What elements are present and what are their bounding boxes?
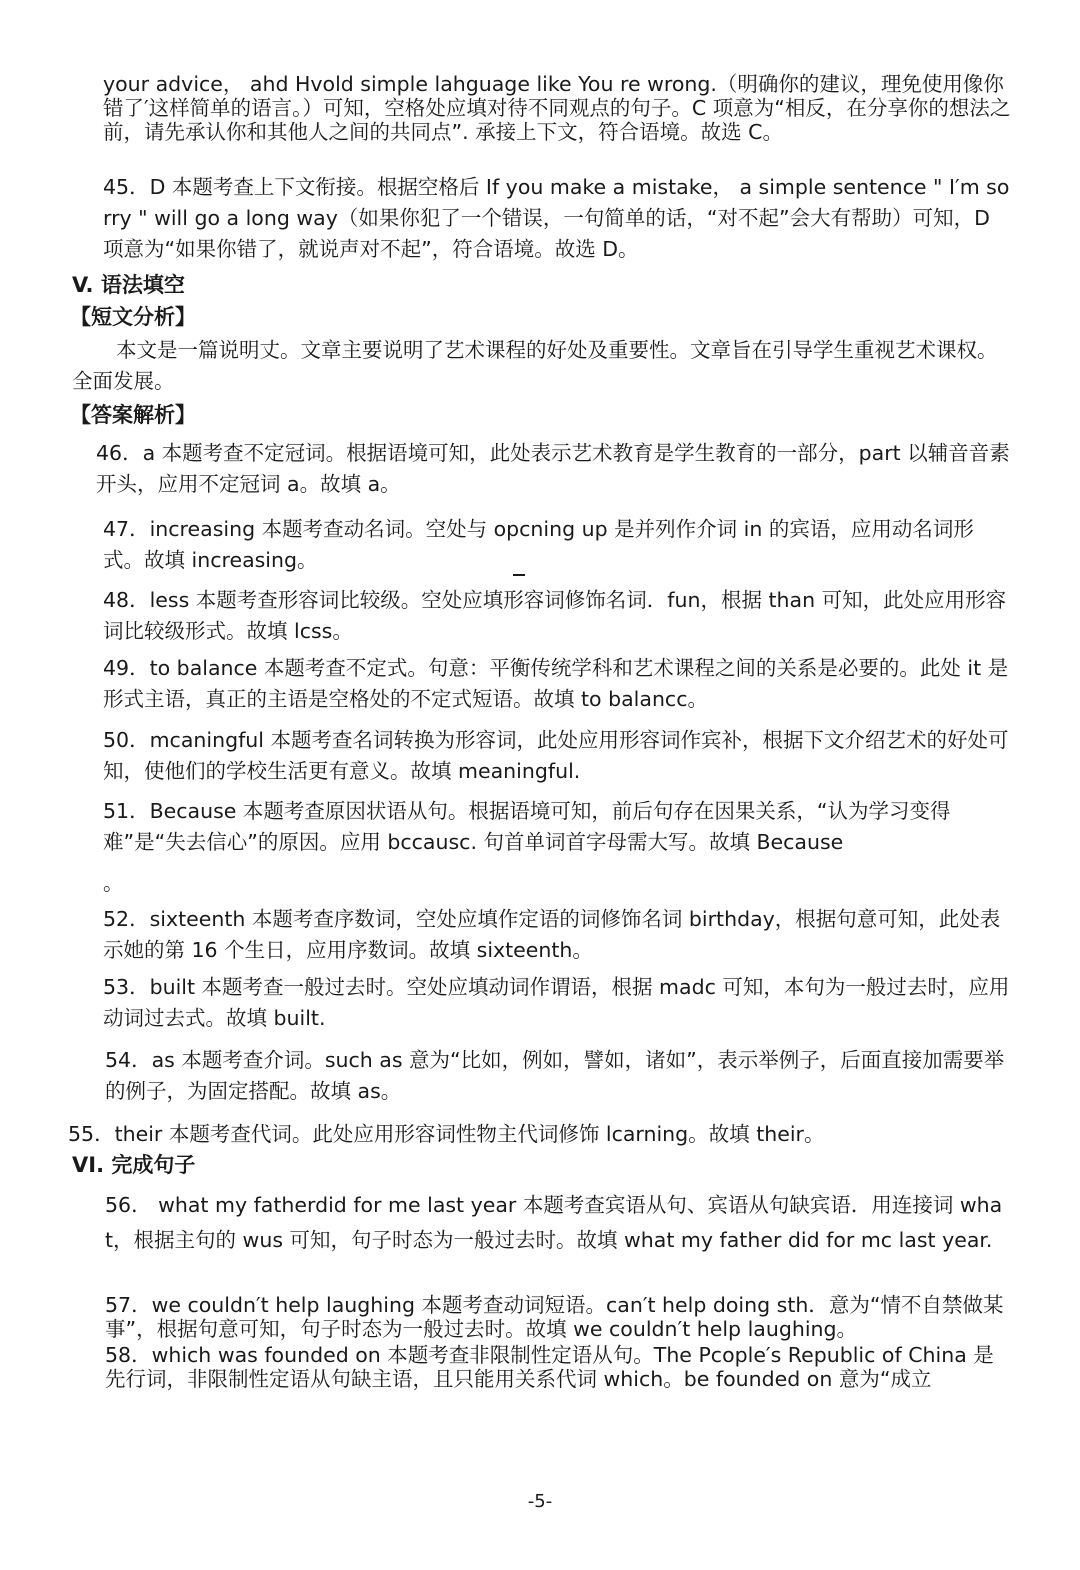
paragraph-45: 45．D 本题考查上下文衔接。根据空格后 If you make a mistake， a simple sentence " I′m sorry " will go a long way（如果你犯了一个错误，一句简单的话，“对不起”会大有帮助）可知，D 项意为“如果你错了，就说声对不起”，符合语境。故选 D。 [103, 175, 1010, 261]
answer-58: 58．which was founded on 本题考查非限制性定语从句。The Pcople′s Republic of China 是先行词，非限制性定语从句缺主语，且只能用关系代词 which。be founded on 意为“成立 [105, 1343, 994, 1391]
section-vi-heading: VI. 完成句子 [72, 1153, 196, 1177]
answer-50: 50．mcaningful 本题考查名词转换为形容词，此处应用形容词作宾补，根据下文介绍艺术的好处可知，使他们的学校生活更有意义。故填 meaningful. [103, 728, 1009, 783]
stray-underscore-mark [513, 574, 525, 576]
short-analysis-heading: 【短文分析】 [70, 305, 196, 329]
answer-54: 54．as 本题考查介词。such as 意为“比如，例如，譬如，诸如”，表示举例子，后面直接加需要举的例子，为固定搭配。故填 as。 [105, 1048, 1005, 1103]
answer-52: 52．sixteenth 本题考查序数词，空处应填作定语的词修饰名词 birthday，根据句意可知，此处表示她的第 16 个生日，应用序数词。故填 sixteenth。 [103, 907, 1001, 962]
paragraph-44-continuation: your advice， ahd Hvold simple lahguage like You re wrong.（明确你的建议，理免使用像你错了′这样简单的语言。）可知，空格处应填对待不同观点的句子。C 项意为“相反，在分享你的想法之前，请先承认你和其他人之间的共同点”. 承接上下文，符合语境。故选 C。 [103, 72, 1011, 144]
answer-51-trailing-period: 。 [103, 871, 124, 895]
answer-56: 56． what my fatherdid for me last year 本题考查宾语从句、宾语从句缺宾语．用连接词 what，根据主句的 wus 可知，句子时态为一般过去时。故填 what my father did for mc last year. [105, 1193, 1003, 1252]
section-v-heading: V. 语法填空 [72, 273, 185, 297]
answer-53: 53．built 本题考查一般过去时。空处应填动词作谓语，根据 madc 可知，本句为一般过去时，应用动词过去式。故填 built. [103, 975, 1010, 1030]
answer-49: 49．to balance 本题考查不定式。句意：平衡传统学科和艺术课程之间的关系是必要的。此处 it 是形式主语，真正的主语是空格处的不定式短语。故填 to balancc。 [103, 656, 1009, 711]
answer-47: 47．increasing 本题考查动名词。空处与 opcning up 是并列作介词 in 的宾语，应用动名词形式。故填 increasing。 [103, 517, 974, 572]
answer-analysis-heading: 【答案解析】 [70, 403, 196, 427]
answer-46: 46．a 本题考查不定冠词。根据语境可知，此处表示艺术教育是学生教育的一部分，part 以辅音音素开头，应用不定冠词 a。故填 a。 [96, 441, 1010, 496]
answer-55: 55．their 本题考查代词。此处应用形容词性物主代词修饰 lcarning。故填 their。 [68, 1122, 825, 1146]
short-analysis-text: 本文是一篇说明丈。文章主要说明了艺术课程的好处及重要性。文章旨在引导学生重视艺术课权。全面发展。 [72, 338, 998, 393]
answer-51: 51．Because 本题考查原因状语从句。根据语境可知，前后句存在因果关系，“认为学习变得难”是“失去信心”的原因。应用 bccausc. 句首单词首字母需大写。故填 Because [103, 799, 951, 854]
answer-48: 48．less 本题考查形容词比较级。空处应填形容词修饰名词．fun，根据 than 可知，此处应用形容词比较级形式。故填 lcss。 [103, 588, 1007, 643]
answer-57: 57．we couldn′t help laughing 本题考查动词短语。can′t help doing sth．意为“情不自禁做某事”，根据句意可知，句子时态为一般过去时。故填 we couldn′t help laughing。 [105, 1293, 1004, 1341]
page-number: -5- [527, 1491, 553, 1512]
